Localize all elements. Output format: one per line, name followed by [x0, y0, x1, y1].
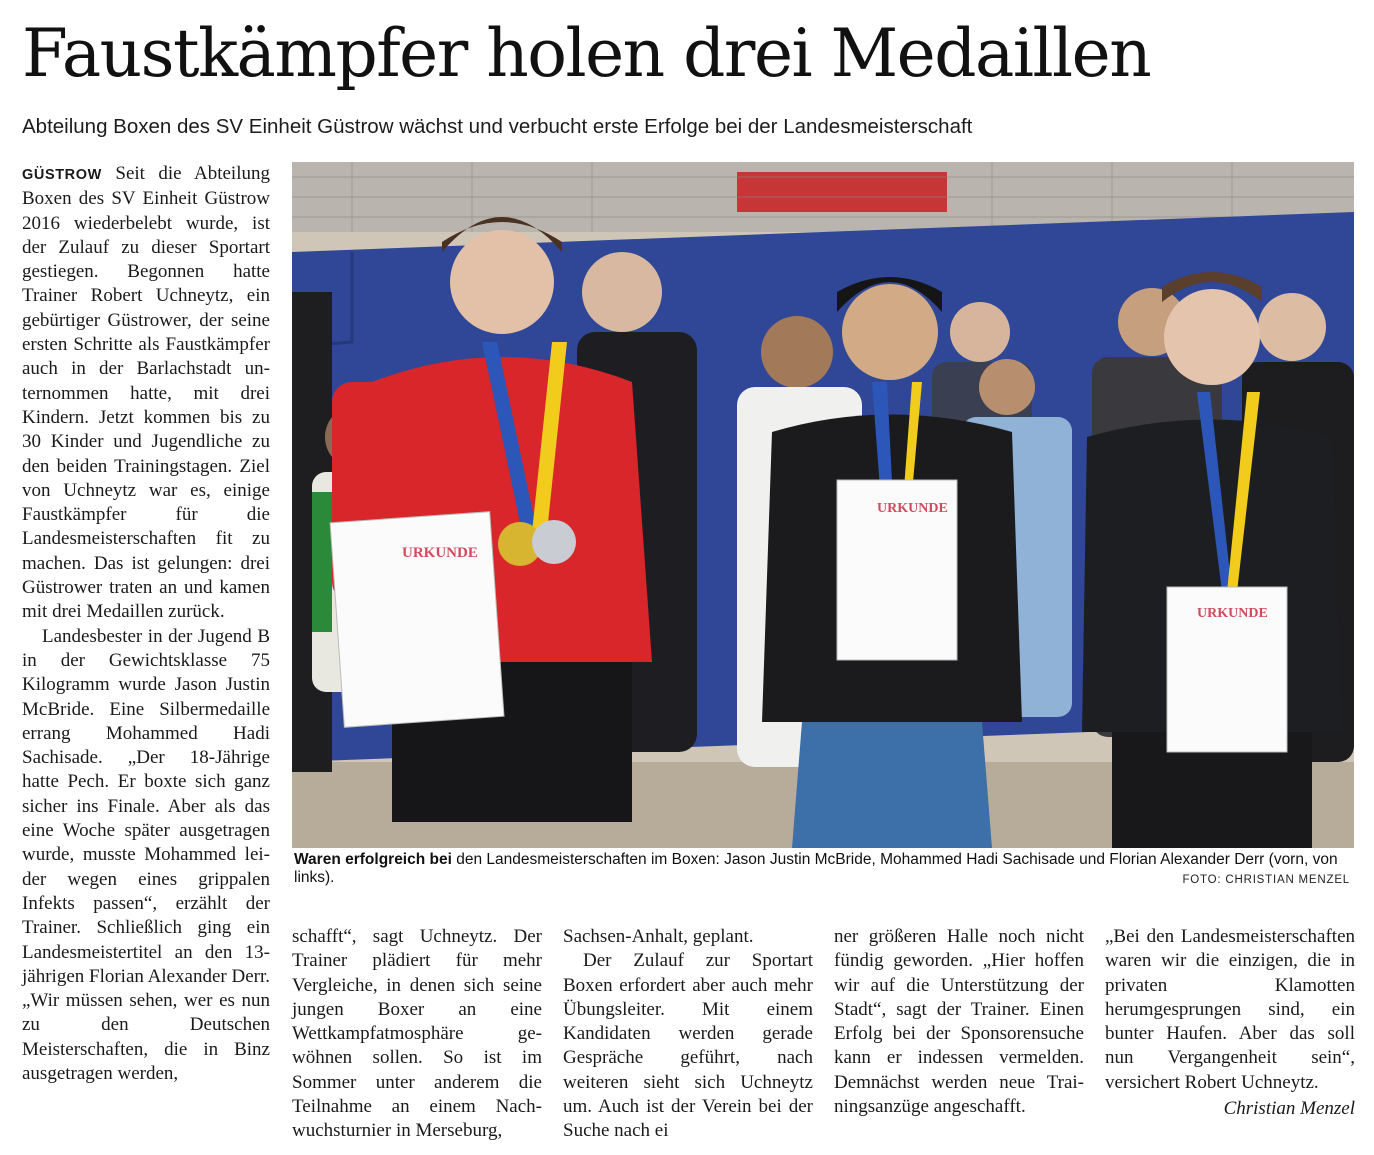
certificate-title: URKUNDE [877, 501, 948, 516]
certificate-1 [330, 512, 504, 728]
paragraph-text: Seit die Abteilung Boxen des SV Einheit Güstrow 2016 wiederbelebt wurde, ist der Zulauf zu dieser Sportart gestiegen. Begonnen hatte Trainer Robert Uchneytz, ein gebürtiger Güstrower, der seine ersten Schritte als Faustkämpfer auch in der Barlachstadt unternommen hatte, mit drei Kindern. Jetzt kommen bis zu 30 Kinder und Jugendliche zu den beiden Trainingstagen. Ziel von Uchneytz war es, einige Faustkämpfer für die Landesmeisterschaften fit zu machen. Das ist gelungen: drei Güstrower traten an und kamen mit drei Medaillen zurück. [22, 163, 270, 623]
paragraph: Landesbester in der Jugend B in der Gewichtsklasse 75 Kilogramm wurde Jason Justin McBride. Eine Silbermedaille errang Mohammed Hadi Sachisade. „Der 18-Jährige hatte Pech. Er boxte sich ganz sicher ins Finale. Aber als das eine Woche später ausgetragen wurde, musste Mohammed leider wegen eines grippalen Infekts passen“, erzählt der Trainer. Schließlich ging ein Landesmeistertitel an den 13-jährigen Florian Alexander Derr. „Wir müssen sehen, wer es nun zu den Deutschen Meisterschaften, die in Binz ausgetragen werden, [22, 625, 270, 1084]
caption-lead: Waren erfolgreich bei [294, 851, 452, 868]
caption-text: den Landesmeisterschaften im Boxen: Jason Justin McBride, Mohammed Hadi Sachisade und Florian Alexander Derr (vorn, von links). [294, 851, 1338, 886]
photo-credit: FOTO: CHRISTIAN MENZEL [1182, 874, 1350, 886]
subheadline: Abteilung Boxen des SV Einheit Güstrow wächst und verbucht erste Erfolge bei der Landesmeisterschaft [22, 115, 973, 138]
certificate-title: URKUNDE [402, 545, 478, 561]
text-column-1 [22, 162, 270, 1086]
author-byline: Christian Menzel [1223, 1098, 1355, 1120]
red-panel [737, 172, 947, 212]
paragraph: Sachsen-Anhalt, geplant. [563, 926, 754, 947]
text-column-4 [834, 925, 1084, 1119]
text-column-3 [563, 925, 813, 1144]
silver-medal [532, 520, 576, 564]
paragraph: „Bei den Landesmeisterschaften waren wir die einzigen, die in privaten Klamotten herumgesprungen sind, ein bunter Haufen. Aber das soll nun Vergangenheit sein“, versichert Robert Uchneytz. [1105, 926, 1355, 1093]
paragraph: ner größeren Halle noch nicht fündig geworden. „Hier hoffen wir auf die Unterstützung der Stadt“, sagt der Trainer. Einen Erfolg bei der Sponsorensuche kann er indessen vermelden. Demnächst werden neue Trainingsanzüge angeschafft. [834, 926, 1084, 1118]
headline: Faustkämpfer holen drei Medaillen [22, 15, 1151, 92]
text-column-5 [1105, 925, 1355, 1121]
certificate-title: URKUNDE [1197, 606, 1268, 621]
paragraph: schafft“, sagt Uchneytz. Der Trainer plädiert für mehr Vergleiche, in denen sich seine jungen Boxer an eine Wettkampfatmosphäre gewöhnen sollen. So ist im Sommer unter anderem die Teilnahme an einem Nachwuchsturnier in Merseburg, [292, 926, 542, 1142]
paragraph [22, 162, 270, 625]
dateline: GÜSTROW [22, 167, 102, 183]
paragraph: Der Zulauf zur Sportart Boxen erfordert aber auch mehr Übungsleiter. Mit einem Kandidaten werden gerade Gespräche geführt, nach weiteren sieht sich Uchneytz um. Auch ist der Verein bei der Suche nach ei [563, 950, 813, 1142]
photo-illustration [292, 162, 1354, 848]
text-column-2 [292, 925, 542, 1144]
team-photo [292, 162, 1354, 848]
